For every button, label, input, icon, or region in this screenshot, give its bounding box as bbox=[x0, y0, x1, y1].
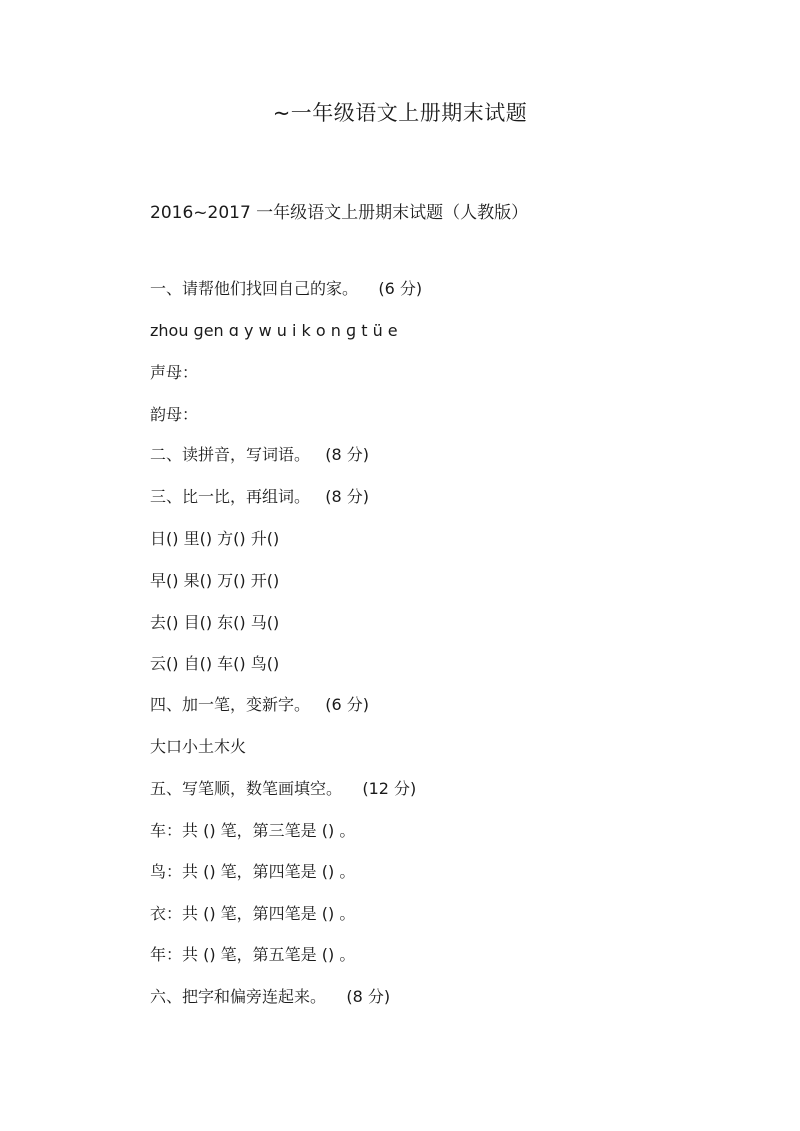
section-2-heading: 二、读拼音，写词语。 (8 分) bbox=[150, 445, 370, 464]
page-title: ~一年级语文上册期末试题 bbox=[272, 101, 528, 125]
word-group-row: 云() 自() 车() 鸟() bbox=[150, 654, 280, 673]
section-4-heading: 四、加一笔，变新字。 (6 分) bbox=[150, 695, 370, 714]
section-1-heading: 一、请帮他们找回自己的家。 (6 分) bbox=[150, 279, 423, 298]
stroke-question: 鸟：共 () 笔，第四笔是 () 。 bbox=[150, 862, 356, 881]
stroke-question: 车：共 () 笔，第三笔是 () 。 bbox=[150, 821, 356, 840]
section-5-heading: 五、写笔顺，数笔画填空。 (12 分) bbox=[150, 779, 417, 798]
stroke-question: 衣：共 () 笔，第四笔是 () 。 bbox=[150, 904, 356, 923]
word-group-row: 早() 果() 万() 开() bbox=[150, 571, 280, 590]
word-group-row: 日() 里() 方() 升() bbox=[150, 529, 280, 548]
exam-subtitle: 2016~2017 一年级语文上册期末试题（人教版） bbox=[150, 203, 529, 223]
stroke-question: 年：共 () 笔，第五笔是 () 。 bbox=[150, 945, 356, 964]
finals-label: 韵母： bbox=[150, 405, 199, 424]
characters-list: 大口小土木火 bbox=[150, 737, 247, 756]
pinyin-letters: zhou ɡen ɑ y w u i k o n ɡ t ü e bbox=[150, 321, 398, 340]
word-group-row: 去() 目() 东() 马() bbox=[150, 613, 280, 632]
section-6-heading: 六、把字和偏旁连起来。 (8 分) bbox=[150, 987, 391, 1006]
section-3-heading: 三、比一比，再组词。 (8 分) bbox=[150, 487, 370, 506]
initials-label: 声母： bbox=[150, 363, 199, 382]
